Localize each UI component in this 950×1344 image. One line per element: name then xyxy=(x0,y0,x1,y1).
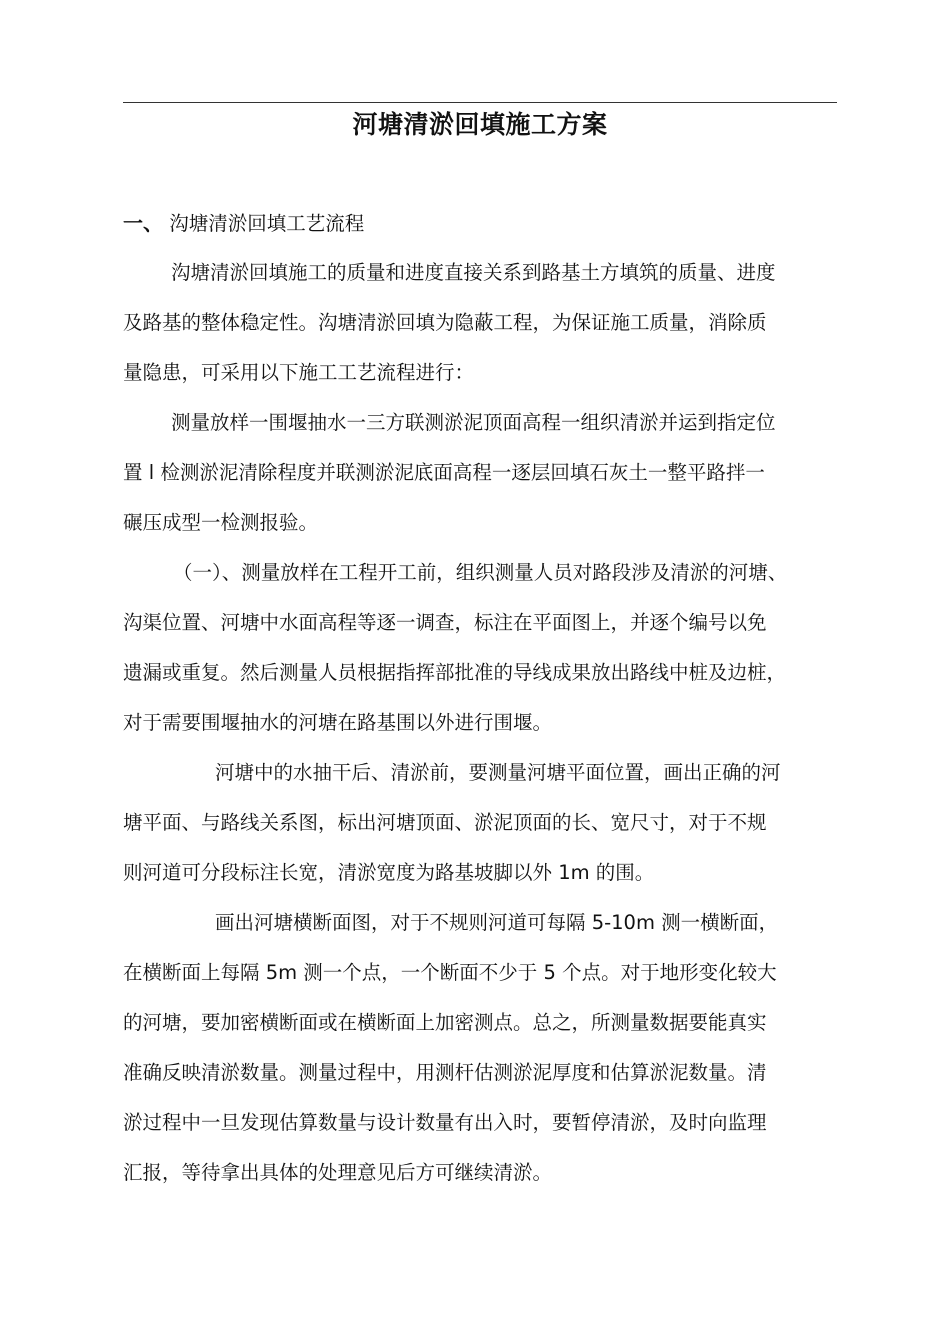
paragraph-line: 测量放样一围堰抽水一三方联测淤泥顶面高程一组织清淤并运到指定位 xyxy=(171,411,776,434)
paragraph-line: 量隐患，可采用以下施工工艺流程进行： xyxy=(123,361,475,384)
paragraph-line: 准确反映清淤数量。测量过程中，用测杆估测淤泥厚度和估算淤泥数量。清 xyxy=(123,1061,767,1084)
paragraph-line: 沟渠位置、河塘中水面高程等逐一调查，标注在平面图上，并逐个编号以免 xyxy=(123,611,767,634)
paragraph-line: 河塘中的水抽干后、清淤前，要测量河塘平面位置，画出正确的河 xyxy=(215,761,781,784)
paragraph-line: 遗漏或重复。然后测量人员根据指挥部批准的导线成果放出路线中桩及边桩， xyxy=(123,661,787,684)
paragraph-4 xyxy=(123,748,839,898)
paragraph-line: 沟塘清淤回填施工的质量和进度直接关系到路基土方填筑的质量、进度 xyxy=(171,261,776,284)
document-title: 河塘清淤回填施工方案 xyxy=(352,110,608,139)
paragraph-line: 置 l 检测淤泥清除程度并联测淤泥底面高程一逐层回填石灰土一整平路拌一 xyxy=(123,461,765,484)
paragraph-line: 对于需要围堰抽水的河塘在路基围以外进行围堰。 xyxy=(123,711,553,734)
section-heading-text: 沟塘清淤回填工艺流程 xyxy=(169,212,365,235)
paragraph-line: 汇报，等待拿出具体的处理意见后方可继续清淤。 xyxy=(123,1161,553,1184)
paragraph-line: 淤过程中一旦发现估算数量与设计数量有出入时，要暂停清淤，及时向监理 xyxy=(123,1111,767,1134)
paragraph-line: 的河塘，要加密横断面或在横断面上加密测点。总之，所测量数据要能真实 xyxy=(123,1011,767,1034)
paragraph-1 xyxy=(123,248,839,398)
header-rule xyxy=(123,102,837,103)
paragraph-line: 塘平面、与路线关系图，标出河塘顶面、淤泥顶面的长、宽尺寸，对于不规 xyxy=(123,811,767,834)
section-heading xyxy=(123,208,364,239)
paragraph-line: 画出河塘横断面图，对于不规则河道可每隔 5-10m 测一横断面， xyxy=(215,911,779,934)
paragraph-5 xyxy=(123,898,839,1198)
paragraph-2 xyxy=(123,398,839,548)
section-number: 一、 xyxy=(123,211,163,235)
paragraph-line: 则河道可分段标注长宽，清淤宽度为路基坡脚以外 1m 的围。 xyxy=(123,861,655,884)
paragraph-line: 碾压成型一检测报验。 xyxy=(123,511,319,534)
paragraph-line: （一）、测量放样在工程开工前，组织测量人员对路段涉及清淤的河塘、 xyxy=(173,561,788,584)
paragraph-3 xyxy=(123,548,839,748)
paragraph-line: 在横断面上每隔 5m 测一个点，一个断面不少于 5 个点。对于地形变化较大 xyxy=(123,961,777,984)
paragraph-line: 及路基的整体稳定性。沟塘清淤回填为隐蔽工程，为保证施工质量，消除质 xyxy=(123,311,767,334)
